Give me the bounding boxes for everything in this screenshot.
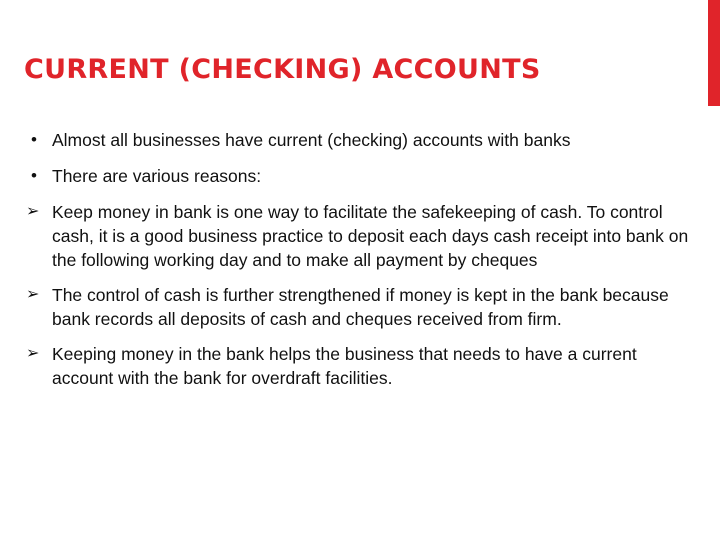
bullet-item <box>28 128 690 152</box>
bullet-text: Keeping money in the bank helps the business that needs to have a current account with the bank for overdraft facilities. <box>52 344 637 388</box>
bullet-dot-icon: • <box>31 130 37 149</box>
bullet-item <box>28 200 690 272</box>
bullet-text: There are various reasons: <box>52 166 262 186</box>
bullet-text: The control of cash is further strengthened if money is kept in the bank because bank records all deposits of cash and cheques received from firm. <box>52 285 669 329</box>
bullet-text: Keep money in bank is one way to facilitate the safekeeping of cash. To control cash, it is a good business practice to deposit each days cash receipt into bank on the following working day and to make all payment by cheques <box>52 202 689 270</box>
bullet-dot-icon: • <box>31 166 37 185</box>
arrow-bullet-icon: ➢ <box>26 203 40 220</box>
accent-bar <box>708 0 720 106</box>
bullet-item <box>28 342 690 390</box>
slide-title: CURRENT (CHECKING) ACCOUNTS <box>24 54 541 85</box>
bullet-item <box>28 164 690 188</box>
bullet-item <box>28 283 690 331</box>
bullet-list <box>28 128 690 401</box>
arrow-bullet-icon: ➢ <box>26 345 40 362</box>
arrow-bullet-icon: ➢ <box>26 286 40 303</box>
bullet-text: Almost all businesses have current (checking) accounts with banks <box>52 130 571 150</box>
